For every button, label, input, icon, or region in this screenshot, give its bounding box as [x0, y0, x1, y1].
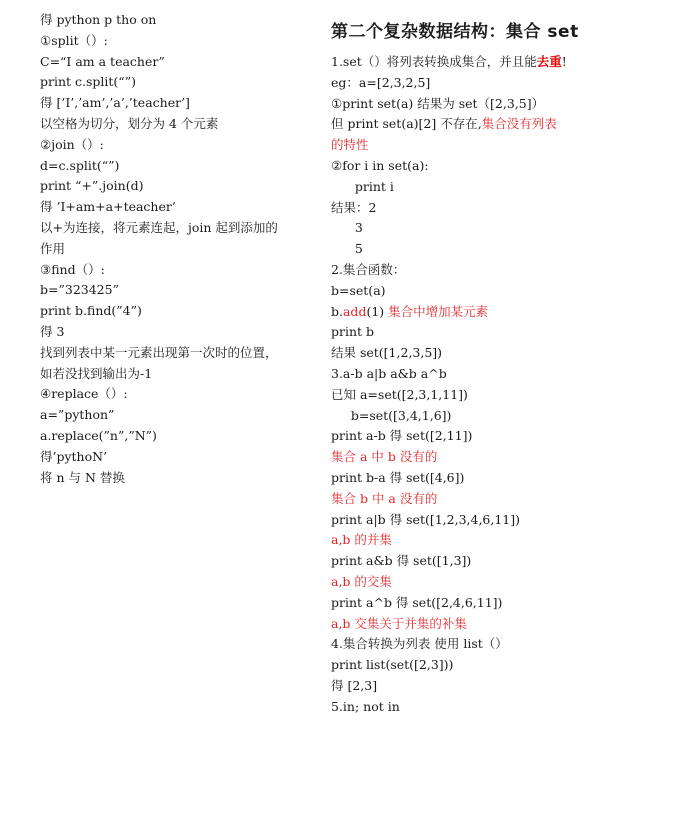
- code-line: print a-b 得 set([2,11]): [331, 428, 473, 444]
- section-heading-replace: ④replace（）:: [40, 386, 128, 402]
- result-line: 结果：2: [331, 199, 377, 215]
- section-heading-find: ③find（）:: [40, 261, 105, 277]
- highlight-add: add: [342, 303, 367, 319]
- result-line: 得’pythoN’: [40, 448, 108, 464]
- left-column: [40, 10, 310, 488]
- code-line: [331, 302, 661, 323]
- text-span: 但 print set(a)[2] 不存在,: [331, 116, 482, 132]
- code-line: ②for i in set(a):: [331, 157, 429, 173]
- code-line: a=”python”: [40, 407, 115, 423]
- result-line: 3: [331, 220, 363, 236]
- result-line: 得 [’I’,’am’,’a’,’teacher’]: [40, 95, 190, 111]
- text-span: !: [561, 54, 567, 69]
- section-heading-join: ②join（）:: [40, 136, 104, 152]
- code-line: eg：a=[2,3,2,5]: [331, 74, 431, 90]
- explanation-line: 将 n 与 N 替换: [40, 469, 125, 485]
- text-span: 1.set（）将列表转换成集合，并且能: [331, 54, 537, 69]
- highlight-note: 集合 b 中 a 没有的: [331, 490, 438, 506]
- explanation-line: 以+为连接，将元素连起，join 起到添加的: [40, 219, 278, 235]
- code-line: a.replace(”n”,”N”): [40, 427, 157, 443]
- subheading: 2.集合函数：: [331, 261, 406, 277]
- code-line: print b.find(”4”): [40, 303, 142, 319]
- subheading: 4.集合转换为列表 使用 list（）: [331, 636, 508, 652]
- code-line: print a^b 得 set([2,4,6,11]): [331, 594, 503, 610]
- explanation-line: 找到列表中某一元素出现第一次时的位置，: [40, 344, 278, 360]
- subheading: 5.in; not in: [331, 698, 400, 714]
- text-line: [331, 114, 661, 135]
- explanation-line: 以空格为切分，划分为 4 个元素: [40, 115, 219, 131]
- code-line: ①print set(a) 结果为 set（[2,3,5]）: [331, 95, 545, 111]
- section-title: 第二个复杂数据结构：集合 set: [331, 22, 579, 42]
- explanation-line: 如若没找到输出为-1: [40, 365, 153, 381]
- highlight-note: a,b 的交集: [331, 573, 392, 589]
- code-line: print b: [331, 324, 375, 340]
- subheading: 3.a-b a|b a&b a^b: [331, 365, 447, 381]
- highlight-note: 集合没有列表: [481, 116, 557, 132]
- highlight-note: a,b 交集关于并集的补集: [331, 615, 467, 631]
- code-line: b=set(a): [331, 282, 386, 298]
- emphasis-dedup: 去重: [536, 54, 562, 69]
- section-heading-split: ①split（）:: [40, 32, 108, 48]
- code-line: print list(set([2,3])): [331, 657, 454, 673]
- highlight-note: a,b 的并集: [331, 532, 392, 548]
- code-line: b=set([3,4,1,6]): [331, 407, 452, 423]
- highlight-note: 的特性: [331, 137, 369, 153]
- code-line: print c.split(“”): [40, 74, 136, 90]
- code-line: C=“I am a teacher”: [40, 53, 165, 69]
- right-column: [331, 10, 661, 718]
- code-line: print “+”.join(d): [40, 178, 144, 194]
- code-line: print a&b 得 set([1,3]): [331, 553, 472, 569]
- result-line: 得 3: [40, 323, 65, 339]
- code-line: b=”323425”: [40, 282, 119, 298]
- text-span: b.: [331, 303, 343, 319]
- code-line: print a|b 得 set([1,2,3,4,6,11]): [331, 511, 521, 527]
- text-span: (1): [366, 303, 385, 319]
- code-line: 已知 a=set([2,3,1,11]): [331, 386, 468, 402]
- code-line: print i: [331, 178, 394, 194]
- explanation-line: 作用: [40, 240, 66, 256]
- result-line: 5: [331, 241, 363, 257]
- result-line: 得 [2,3]: [331, 677, 378, 693]
- highlight-note: 集合 a 中 b 没有的: [331, 449, 438, 465]
- text-line: 得 python p tho on: [40, 12, 157, 27]
- code-line: d=c.split(“”): [40, 157, 120, 173]
- result-line: 得 ’I+am+a+teacher’: [40, 199, 176, 215]
- code-line: print b-a 得 set([4,6]): [331, 469, 465, 485]
- result-line: 结果 set([1,2,3,5]): [331, 345, 443, 361]
- highlight-note: 集合中增加某元素: [384, 303, 489, 319]
- text-line: [331, 52, 661, 73]
